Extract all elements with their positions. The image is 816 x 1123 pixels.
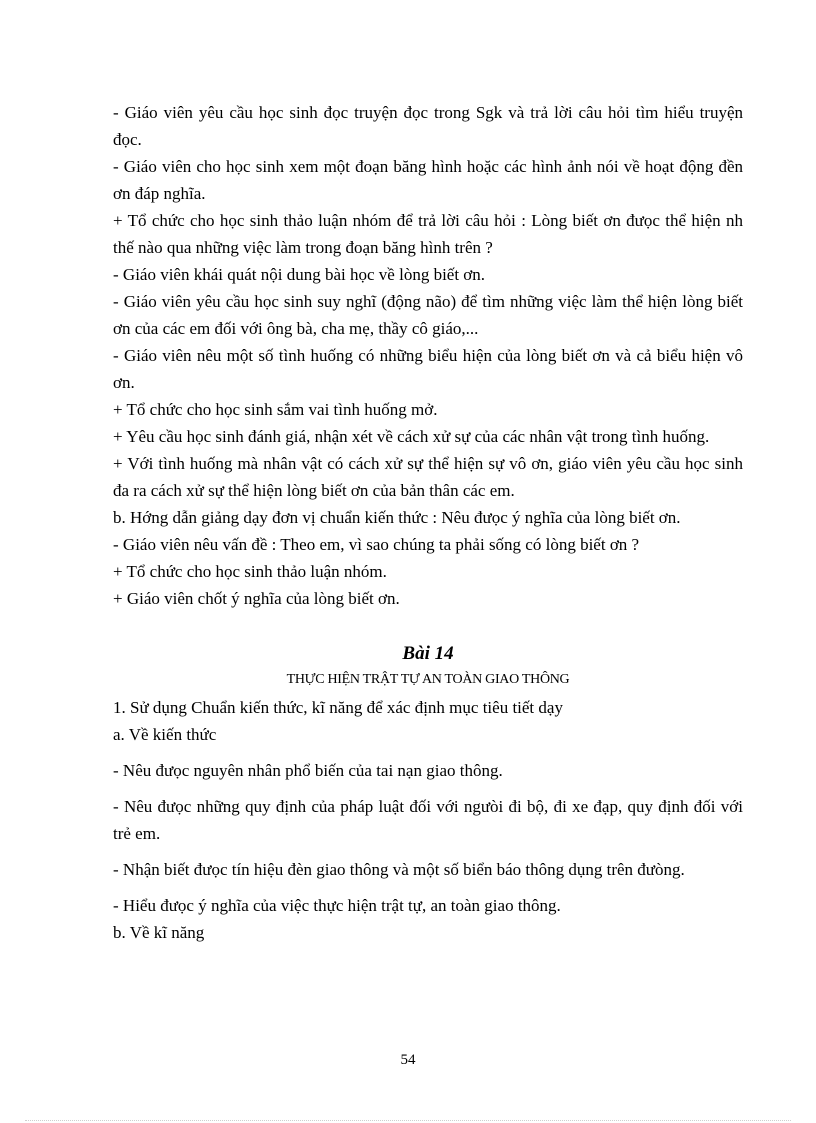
subsection-heading: a. Về kiến thức xyxy=(113,725,217,744)
paragraph: - Giáo viên yêu cầu học sinh đọc truyện đọc trong Sgk và trả lời câu hỏi tìm hiểu truyện đọc. xyxy=(113,103,743,149)
section-heading: 1. Sử dụng Chuẩn kiến thức, kĩ năng để xác định mục tiêu tiết dạy xyxy=(113,698,563,717)
paragraph: + Với tình huống mà nhân vật có cách xử sự thể hiện sự vô ơn, giáo viên yêu cầu học sinh đa ra cách xử sự thể hiện lòng biết ơn của bản thân các em. xyxy=(113,454,743,500)
subsection-heading: b. Về kĩ năng xyxy=(113,923,205,942)
list-item: - Nêu đưọc nguyên nhân phổ biến của tai nạn giao thông. xyxy=(113,761,503,780)
page-bottom-rule xyxy=(25,1120,791,1121)
list-item: - Nhận biết đưọc tín hiệu đèn giao thông và một số biển báo thông dụng trên đưòng. xyxy=(113,860,685,879)
document-body xyxy=(113,99,743,946)
paragraph: - Giáo viên yêu cầu học sinh suy nghĩ (động não) để tìm những việc làm thể hiện lòng biết ơn của các em đối với ông bà, cha mẹ, thầy cô giáo,... xyxy=(113,292,743,338)
paragraph: - Giáo viên khái quát nội dung bài học về lòng biết ơn. xyxy=(113,265,486,284)
paragraph: + Giáo viên chốt ý nghĩa của lòng biết ơn. xyxy=(113,589,400,608)
paragraph: + Tổ chức cho học sinh thảo luận nhóm. xyxy=(113,562,387,581)
paragraph: + Tổ chức cho học sinh sắm vai tình huống mở. xyxy=(113,400,438,419)
list-item: - Nêu đưọc những quy định của pháp luật đối với ngưòi đi bộ, đi xe đạp, quy định đối với trẻ em. xyxy=(113,797,743,843)
paragraph: + Tổ chức cho học sinh thảo luận nhóm để trả lời câu hỏi : Lòng biết ơn đưọc thể hiện nh thế nào qua những việc làm trong đoạn băng hình trên ? xyxy=(113,211,743,257)
lesson-subtitle: THỰC HIỆN TRẬT TỰ AN TOÀN GIAO THÔNG xyxy=(286,672,570,687)
paragraph: - Giáo viên cho học sinh xem một đoạn băng hình hoặc các hình ảnh nói về hoạt động đền ơn đáp nghĩa. xyxy=(113,157,743,203)
paragraph: - Giáo viên nêu vấn đề : Theo em, vì sao chúng ta phải sống có lòng biết ơn ? xyxy=(113,535,640,554)
paragraph: - Giáo viên nêu một số tình huống có những biểu hiện của lòng biết ơn và cả biểu hiện vô ơn. xyxy=(113,346,743,392)
lesson-title: Bài 14 xyxy=(402,643,454,664)
paragraph: + Yêu cầu học sinh đánh giá, nhận xét về cách xử sự của các nhân vật trong tình huống. xyxy=(113,427,710,446)
paragraph: b. Hớng dẫn giảng dạy đơn vị chuẩn kiến thức : Nêu đưọc ý nghĩa của lòng biết ơn. xyxy=(113,508,681,527)
page-number: 54 xyxy=(400,1052,416,1068)
list-item: - Hiểu đưọc ý nghĩa của việc thực hiện trật tự, an toàn giao thông. xyxy=(113,896,561,915)
